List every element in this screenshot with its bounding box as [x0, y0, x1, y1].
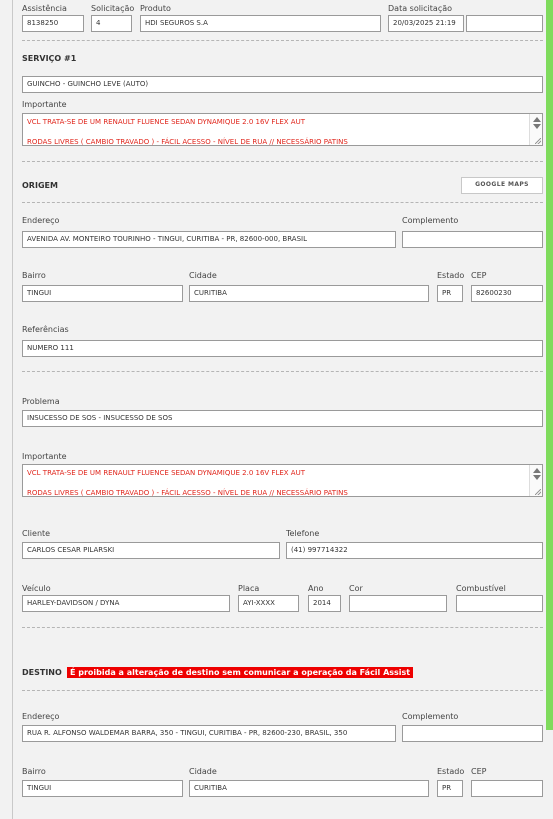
destino-title: DESTINO [22, 668, 62, 677]
cliente-label: Cliente [22, 529, 51, 538]
divider [22, 627, 543, 628]
divider [22, 40, 543, 41]
combustivel-label: Combustível [456, 584, 506, 593]
scroll-up-icon[interactable] [533, 117, 541, 122]
origem-complemento-field[interactable] [402, 231, 543, 248]
importante2-textarea[interactable] [22, 464, 543, 497]
solicitacao-label: Solicitação [91, 4, 135, 13]
resize-grip-icon[interactable] [535, 138, 541, 144]
destino-complemento-field[interactable] [402, 725, 543, 742]
destino-cep-field[interactable] [471, 780, 543, 797]
veiculo-label: Veículo [22, 584, 51, 593]
scroll-down-icon[interactable] [533, 124, 541, 129]
destino-bairro-field[interactable]: TINGUI [22, 780, 183, 797]
destino-endereco-label: Endereço [22, 712, 60, 721]
resize-grip-icon[interactable] [535, 489, 541, 495]
problema-label: Problema [22, 397, 60, 406]
data-solicitacao-field[interactable]: 20/03/2025 21:19 [388, 15, 464, 32]
assistencia-label: Assistência [22, 4, 67, 13]
origem-cidade-field[interactable]: CURITIBA [189, 285, 429, 302]
destino-cidade-field[interactable]: CURITIBA [189, 780, 429, 797]
telefone-field[interactable]: (41) 997714322 [286, 542, 543, 559]
cliente-field[interactable]: CARLOS CESAR PILARSKI [22, 542, 280, 559]
origem-estado-label: Estado [437, 271, 465, 280]
cor-field[interactable] [349, 595, 447, 612]
origem-bairro-field[interactable]: TINGUI [22, 285, 183, 302]
servico-title: SERVIÇO #1 [22, 54, 77, 63]
destino-cep-label: CEP [471, 767, 487, 776]
origem-complemento-label: Complemento [402, 216, 459, 225]
produto-field[interactable]: HDI SEGUROS S.A [140, 15, 381, 32]
referencias-field[interactable]: NUMERO 111 [22, 340, 543, 357]
servico-tipo-field[interactable]: GUINCHO - GUINCHO LEVE (AUTO) [22, 76, 543, 93]
data-solicitacao-extra-field[interactable] [466, 15, 543, 32]
destino-estado-label: Estado [437, 767, 465, 776]
importante2-label: Importante [22, 452, 67, 461]
importante-textarea[interactable] [22, 113, 543, 146]
google-maps-button[interactable]: GOOGLE MAPS [461, 177, 543, 194]
origem-cidade-label: Cidade [189, 271, 217, 280]
origem-endereco-label: Endereço [22, 216, 60, 225]
placa-field[interactable]: AYI-XXXX [238, 595, 299, 612]
destino-complemento-label: Complemento [402, 712, 459, 721]
origem-estado-field[interactable]: PR [437, 285, 463, 302]
origem-endereco-field[interactable]: AVENIDA AV. MONTEIRO TOURINHO - TINGUI, CURITIBA - PR, 82600-000, BRASIL [22, 231, 396, 248]
destino-endereco-field[interactable]: RUA R. ALFONSO WALDEMAR BARRA, 350 - TINGUI, CURITIBA - PR, 82600-230, BRASIL, 350 [22, 725, 396, 742]
origem-cep-label: CEP [471, 271, 487, 280]
ano-label: Ano [308, 584, 324, 593]
assistencia-field[interactable]: 8138250 [22, 15, 84, 32]
importante-label: Importante [22, 100, 67, 109]
destino-cidade-label: Cidade [189, 767, 217, 776]
veiculo-field[interactable]: HARLEY-DAVIDSON / DYNA [22, 595, 230, 612]
importante-line-2: RODAS LIVRES ( CAMBIO TRAVADO ) - FÁCIL ACESSO - NÍVEL DE RUA // NECESSÁRIO PATINS [27, 138, 348, 146]
produto-label: Produto [140, 4, 171, 13]
importante2-line-2: RODAS LIVRES ( CAMBIO TRAVADO ) - FÁCIL ACESSO - NÍVEL DE RUA // NECESSÁRIO PATINS [27, 489, 348, 497]
combustivel-field[interactable] [456, 595, 543, 612]
divider [22, 371, 543, 372]
origem-cep-field[interactable]: 82600230 [471, 285, 543, 302]
scroll-down-icon[interactable] [533, 475, 541, 480]
data-solicitacao-label: Data solicitação [388, 4, 453, 13]
origem-bairro-label: Bairro [22, 271, 46, 280]
cor-label: Cor [349, 584, 363, 593]
ano-field[interactable]: 2014 [308, 595, 341, 612]
importante2-line-1: VCL TRATA-SE DE UM RENAULT FLUENCE SEDAN DYNAMIQUE 2.0 16V FLEX AUT [27, 469, 305, 477]
origem-title: ORIGEM [22, 181, 58, 190]
placa-label: Placa [238, 584, 260, 593]
divider [22, 690, 543, 691]
divider [22, 161, 543, 162]
destino-estado-field[interactable]: PR [437, 780, 463, 797]
scroll-up-icon[interactable] [533, 468, 541, 473]
destino-bairro-label: Bairro [22, 767, 46, 776]
divider [22, 202, 543, 203]
page-scrollbar[interactable] [546, 0, 553, 730]
destino-warning-badge: É proibida a alteração de destino sem comunicar a operação da Fácil Assist [67, 667, 413, 678]
solicitacao-field[interactable]: 4 [91, 15, 132, 32]
textarea-blank-line [27, 478, 526, 488]
textarea-blank-line [27, 127, 526, 137]
telefone-label: Telefone [286, 529, 320, 538]
referencias-label: Referências [22, 325, 69, 334]
importante-line-1: VCL TRATA-SE DE UM RENAULT FLUENCE SEDAN DYNAMIQUE 2.0 16V FLEX AUT [27, 118, 305, 126]
problema-field[interactable]: INSUCESSO DE SOS - INSUCESSO DE SOS [22, 410, 543, 427]
